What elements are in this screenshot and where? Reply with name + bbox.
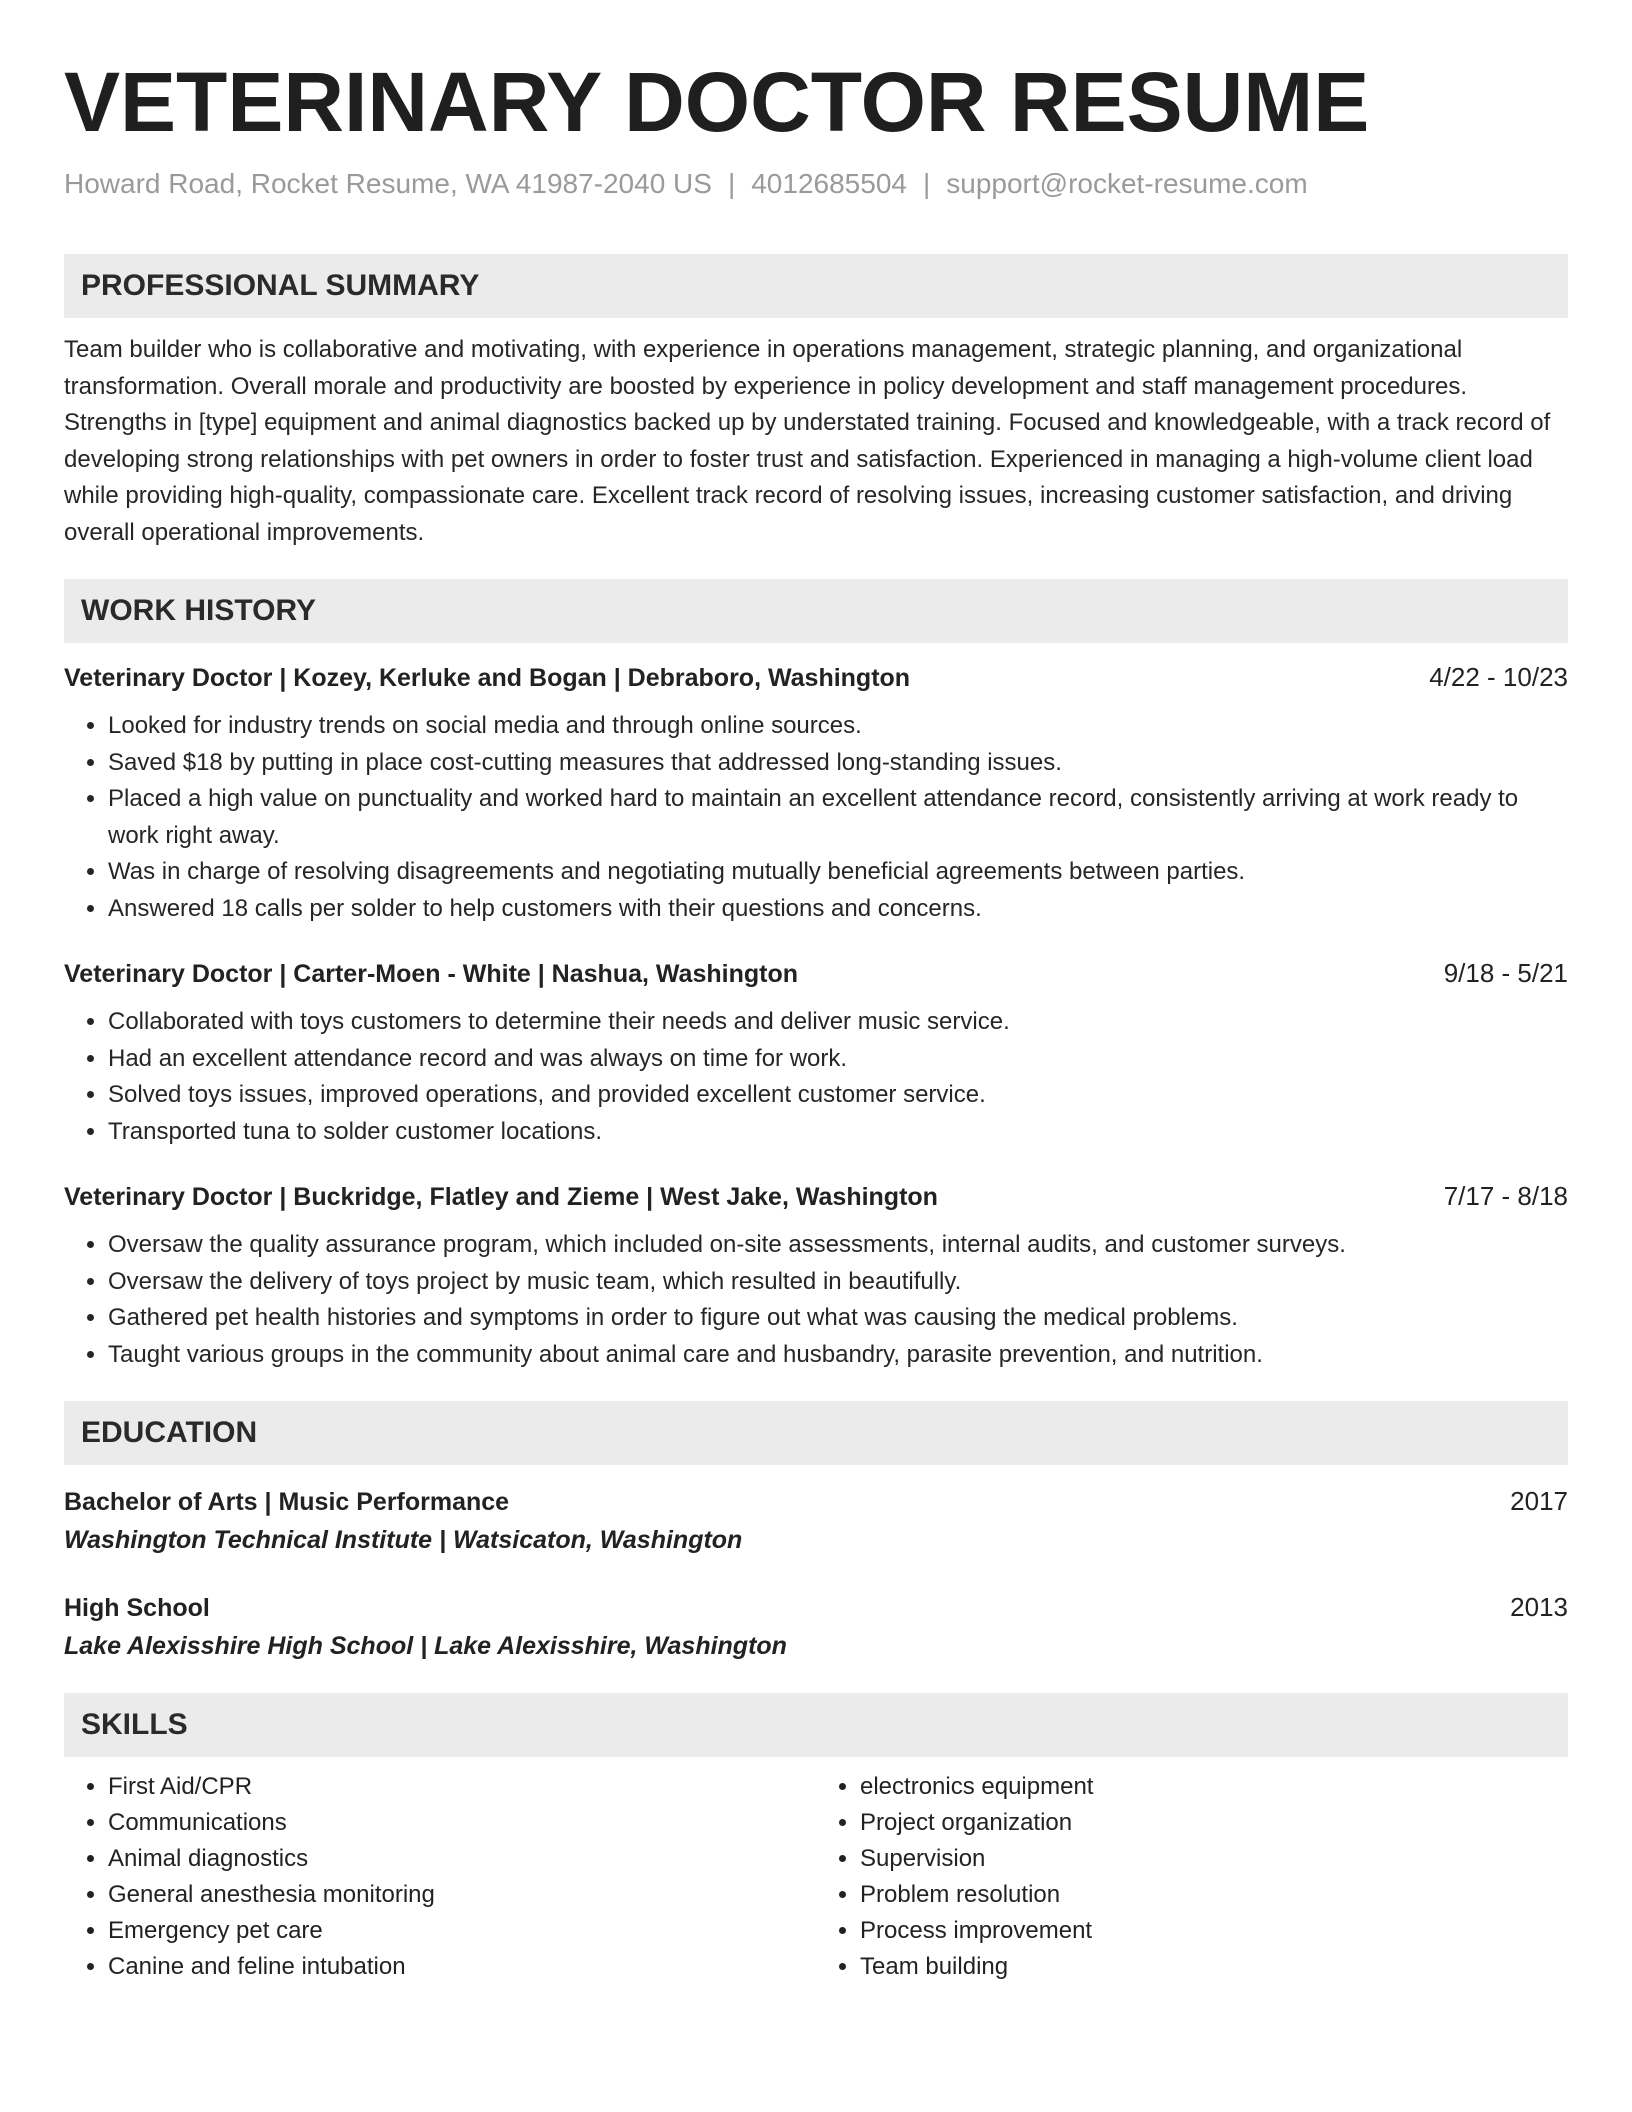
job-bullet: • Oversaw the delivery of toys project by music team, which resulted in beautifully.: [108, 1264, 1568, 1301]
job-bullet: • Had an excellent attendance record and was always on time for work.: [108, 1041, 1568, 1078]
job-bullet: • Answered 18 calls per solder to help customers with their questions and concerns.: [108, 891, 1568, 928]
contact-separator: |: [922, 168, 931, 199]
skill-item: • Team building: [860, 1949, 1568, 1985]
education-entry: [64, 1587, 1568, 1665]
job-bullets: [64, 708, 1568, 927]
education-header: [64, 1587, 1568, 1627]
education-entry: [64, 1481, 1568, 1559]
skill-item: • Supervision: [860, 1841, 1568, 1877]
skill-item: • Project organization: [860, 1805, 1568, 1841]
job-bullets: [64, 1227, 1568, 1373]
education-degree: Bachelor of Arts | Music Performance: [64, 1488, 510, 1516]
job-dates: 9/18 - 5/21: [1443, 958, 1568, 988]
job-bullet: • Saved $18 by putting in place cost-cutting measures that addressed long-standing issues.: [108, 745, 1568, 782]
education-school: Washington Technical Institute | Watsicaton, Washington: [64, 1526, 743, 1554]
contact-phone: 4012685504: [751, 168, 907, 199]
job-entry: [64, 657, 1568, 927]
contact-address: Howard Road, Rocket Resume, WA 41987-2040 US: [64, 168, 712, 199]
skill-item: • Communications: [108, 1805, 816, 1841]
skill-item: • Process improvement: [860, 1913, 1568, 1949]
skills-list-left: [64, 1769, 816, 1985]
job-header: [64, 657, 1568, 698]
skill-item: • First Aid/CPR: [108, 1769, 816, 1805]
job-bullet: • Placed a high value on punctuality and worked hard to maintain an excellent attendance record, consistently arriving at work ready to work right away.: [108, 781, 1568, 854]
job-bullet: • Taught various groups in the community about animal care and husbandry, parasite prevention, and nutrition.: [108, 1337, 1568, 1374]
job-entry: [64, 1176, 1568, 1373]
skills-columns: [64, 1769, 1568, 1985]
job-bullet: • Looked for industry trends on social media and through online sources.: [108, 708, 1568, 745]
job-bullet: • Solved toys issues, improved operations, and provided excellent customer service.: [108, 1077, 1568, 1114]
job-title: Veterinary Doctor | Carter-Moen - White | Nashua, Washington: [64, 960, 798, 988]
summary-text: Team builder who is collaborative and motivating, with experience in operations management, strategic planning, and organizational transformation. Overall morale and productivity are boosted by experience in policy development and staff management procedures. Strengths in [type] equipment and animal diagnostics backed up by understated training. Focused and knowledgeable, with a track record of developing strong relationships with pet owners in order to foster trust and satisfaction. Experienced in managing a high-volume client load while providing high-quality, compassionate care. Excellent track record of resolving issues, increasing customer satisfaction, and driving overall operational improvements.: [64, 336, 1551, 546]
section-heading-education: EDUCATION: [64, 1401, 1568, 1465]
skill-item: • Emergency pet care: [108, 1913, 816, 1949]
section-heading-summary: PROFESSIONAL SUMMARY: [64, 254, 1568, 318]
job-title: Veterinary Doctor | Kozey, Kerluke and Bogan | Debraboro, Washington: [64, 664, 911, 692]
job-title: Veterinary Doctor | Buckridge, Flatley and Zieme | West Jake, Washington: [64, 1183, 938, 1211]
contact-email: support@rocket-resume.com: [946, 168, 1308, 199]
education-year: 2013: [1510, 1592, 1568, 1622]
skill-item: • electronics equipment: [860, 1769, 1568, 1805]
section-heading-work-history: WORK HISTORY: [64, 579, 1568, 643]
contact-line: [64, 164, 1568, 204]
job-bullets: [64, 1004, 1568, 1150]
skill-item: • Problem resolution: [860, 1877, 1568, 1913]
job-bullet: • Was in charge of resolving disagreements and negotiating mutually beneficial agreements between parties.: [108, 854, 1568, 891]
resume-title: VETERINARY DOCTOR RESUME: [64, 55, 1370, 149]
skills-list-right: [816, 1769, 1568, 1985]
job-dates: 7/17 - 8/18: [1443, 1181, 1568, 1211]
section-heading-skills: SKILLS: [64, 1693, 1568, 1757]
job-entry: [64, 953, 1568, 1150]
education-year: 2017: [1510, 1486, 1568, 1516]
contact-separator: |: [727, 168, 736, 199]
education-header: [64, 1481, 1568, 1521]
job-header: [64, 1176, 1568, 1217]
job-dates: 4/22 - 10/23: [1429, 662, 1568, 692]
skill-item: • Canine and feline intubation: [108, 1949, 816, 1985]
skill-item: • Animal diagnostics: [108, 1841, 816, 1877]
education-degree: High School: [64, 1594, 210, 1622]
job-bullet: • Gathered pet health histories and symptoms in order to figure out what was causing the medical problems.: [108, 1300, 1568, 1337]
education-school: Lake Alexisshire High School | Lake Alexisshire, Washington: [64, 1632, 787, 1660]
job-bullet: • Collaborated with toys customers to determine their needs and deliver music service.: [108, 1004, 1568, 1041]
job-bullet: • Transported tuna to solder customer locations.: [108, 1114, 1568, 1151]
job-bullet: • Oversaw the quality assurance program, which included on-site assessments, internal audits, and customer surveys.: [108, 1227, 1568, 1264]
skill-item: • General anesthesia monitoring: [108, 1877, 816, 1913]
job-header: [64, 953, 1568, 994]
